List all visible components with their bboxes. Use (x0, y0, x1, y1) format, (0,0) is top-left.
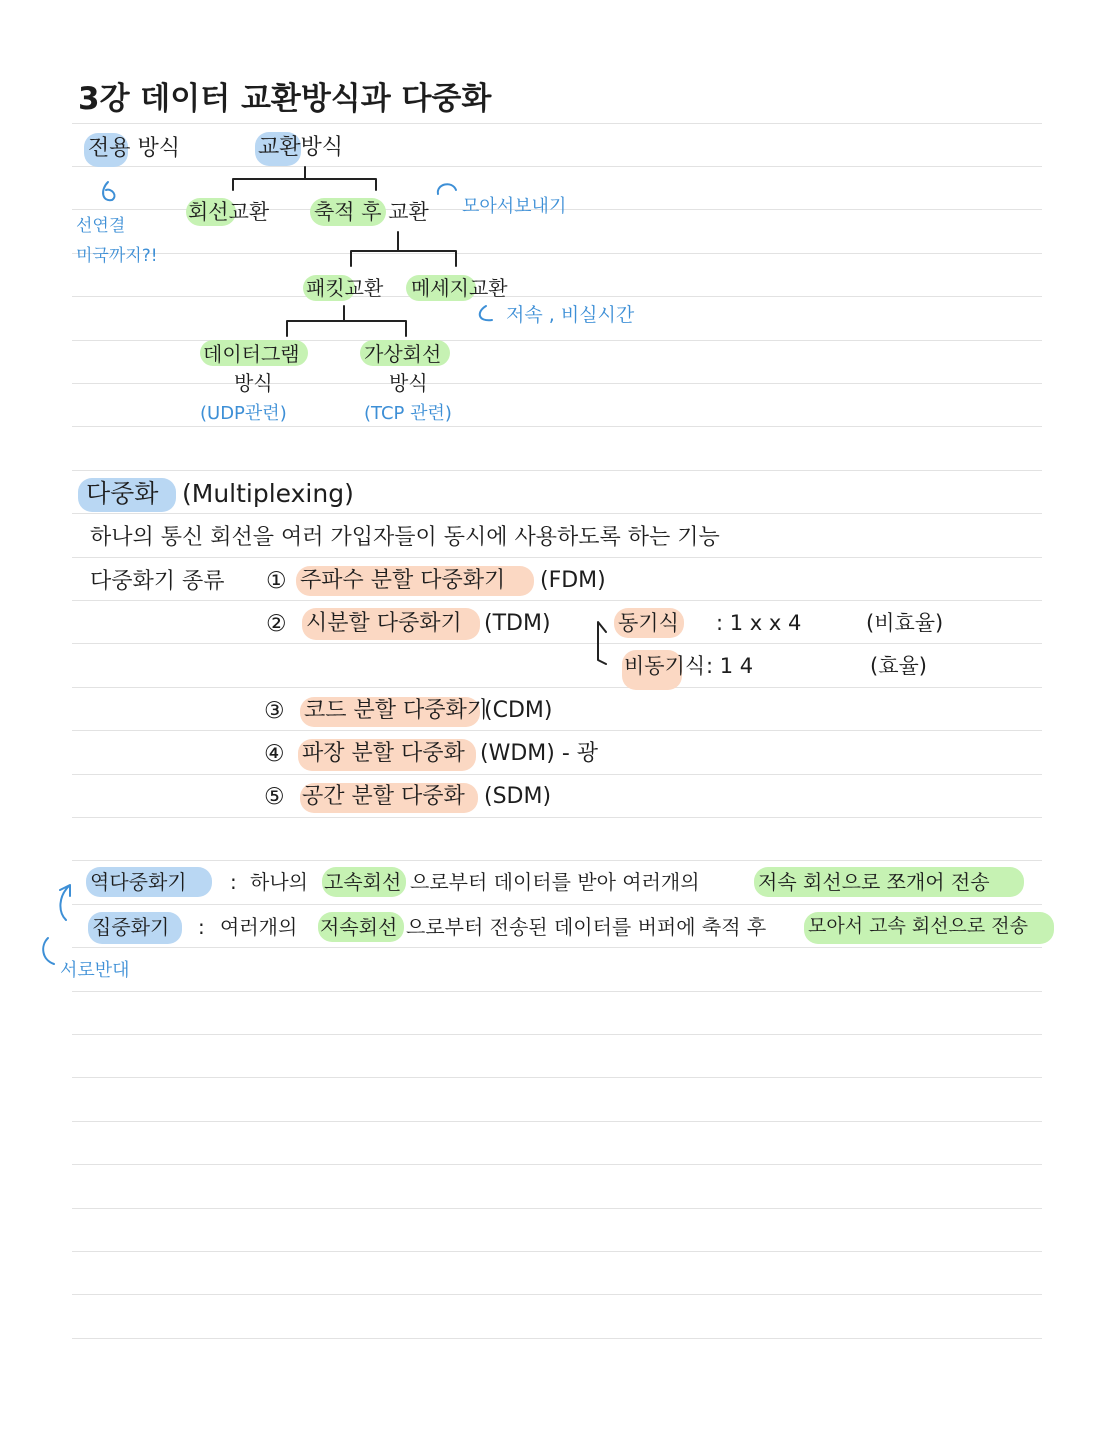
demux-pre: 하나의 (250, 870, 308, 894)
tdm-async-label: 비동기식 (624, 654, 706, 678)
cdm-number: ③ (264, 698, 285, 724)
dedicated-note-arrow (103, 182, 114, 200)
sdm-number: ⑤ (264, 784, 285, 810)
demux-label: 역다중화기 (90, 870, 187, 894)
opposite-arrow-down (43, 938, 54, 964)
message-note-arrow (480, 306, 492, 320)
concentrator-label: 집중화기 (92, 915, 170, 939)
multiplexer-types-label: 다중화기 종류 (90, 569, 225, 594)
page-title: 3강 데이터 교환방식과 다중화 (78, 81, 492, 117)
sdm-abbr: (SDM) (484, 784, 552, 809)
sdm-name: 공간 분할 다중화 (302, 784, 465, 809)
concentrator-colon: : (198, 915, 205, 939)
multiplexing-definition: 하나의 통신 회선을 여러 가입자들이 동시에 사용하도록 하는 기능 (90, 525, 720, 550)
datagram-note: (UDP관련) (200, 403, 287, 424)
cdm-abbr: (CDM) (484, 698, 553, 723)
dedicated-note-line2: 미국까지?! (76, 246, 158, 266)
packet-tree-connector (287, 306, 406, 336)
multiplexing-heading-en: (Multiplexing) (182, 479, 354, 508)
fdm-abbr: (FDM) (540, 568, 606, 593)
tdm-sync-value: : 1 x x 4 (716, 611, 802, 635)
circuit-switching: 회선교환 (188, 200, 270, 224)
store-forward-note-arrow (438, 184, 456, 194)
tdm-sync-label: 동기식 (618, 611, 679, 635)
wdm-abbr: (WDM) - 광 (480, 741, 599, 766)
datagram-method-suffix: 방식 (234, 371, 273, 395)
concentrator-lowspeed-line: 저속회선 (320, 915, 398, 939)
wdm-name: 파장 분할 다중화 (302, 741, 465, 766)
fdm-number: ① (266, 568, 287, 594)
wdm-number: ④ (264, 741, 285, 767)
virtual-circuit-method: 가상회선 (364, 342, 442, 366)
cdm-name: 코드 분할 다중화기 (304, 698, 489, 723)
exchange-tree-connector (233, 167, 376, 190)
packet-switching: 패킷교환 (306, 276, 384, 300)
demux-colon: : (230, 870, 237, 894)
opposite-note: 서로반대 (60, 960, 130, 981)
tdm-async-value: : 1 4 (706, 654, 754, 678)
concentrator-highspeed-send: 모아서 고속 회선으로 전송 (808, 915, 1029, 937)
tdm-abbr: (TDM) (484, 611, 551, 636)
datagram-method: 데이터그램 (203, 342, 300, 366)
fdm-name: 주파수 분할 다중화기 (300, 568, 506, 593)
demux-highspeed-line: 고속회선 (324, 870, 402, 894)
dedicated-note-line1: 선연결 (76, 216, 126, 236)
tdm-number: ② (266, 611, 287, 637)
store-forward-note: 모아서보내기 (462, 196, 567, 217)
store-forward-tree-connector (351, 232, 456, 266)
virtual-circuit-note: (TCP 관련) (364, 403, 452, 424)
opposite-arrow-up (60, 885, 70, 920)
message-note: 저속 , 비실시간 (506, 304, 635, 326)
dedicated-method: 전용 방식 (88, 136, 181, 161)
message-switching: 메세지교환 (411, 276, 508, 300)
virtual-circuit-method-suffix: 방식 (389, 371, 428, 395)
tdm-sync-note: (비효율) (866, 611, 944, 635)
multiplexing-heading: 다중화 (86, 479, 159, 508)
demux-lowspeed-split: 저속 회선으로 쪼개어 전송 (758, 870, 990, 894)
concentrator-pre: 여러개의 (220, 915, 298, 939)
demux-mid: 으로부터 데이터를 받아 여러개의 (410, 870, 700, 894)
store-forward-switching: 축적 후 교환 (314, 200, 429, 224)
concentrator-mid: 으로부터 전송된 데이터를 버퍼에 축적 후 (406, 915, 767, 939)
exchange-method: 교환방식 (258, 135, 344, 160)
tdm-name: 시분할 다중화기 (306, 611, 462, 636)
tdm-async-note: (효율) (870, 654, 927, 678)
